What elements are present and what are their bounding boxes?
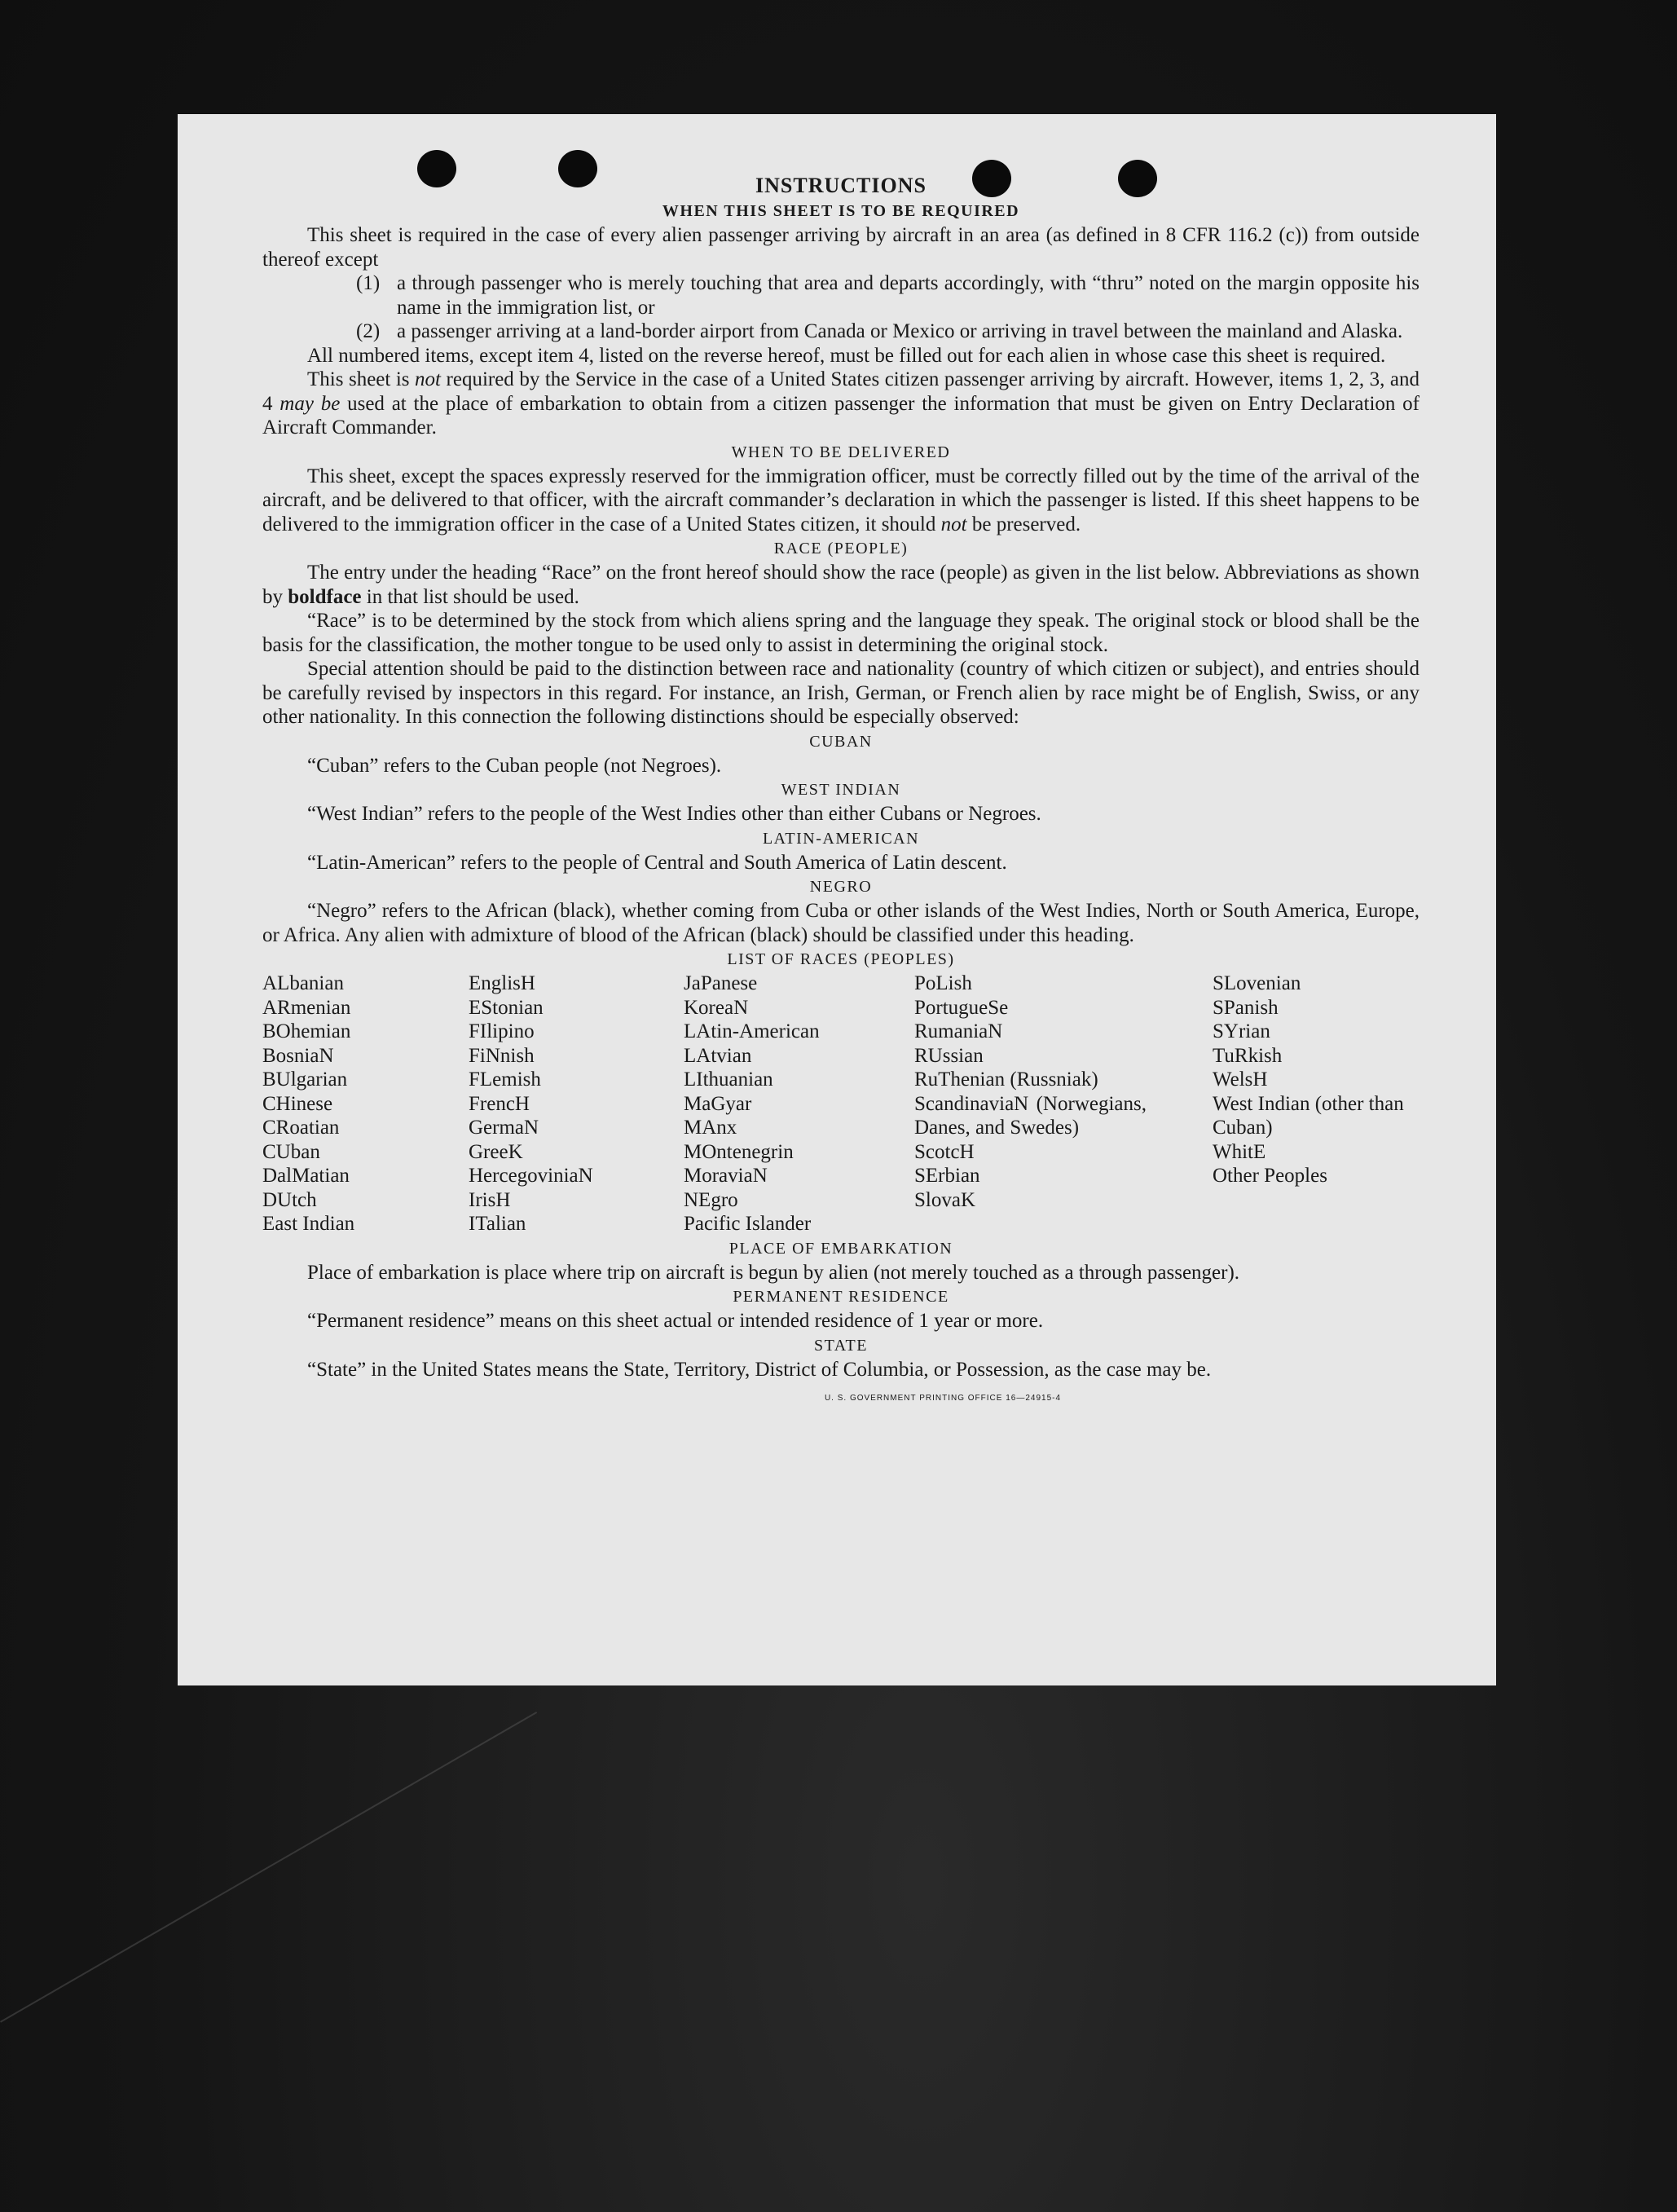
race-entry: RuThenian (Russniak)	[914, 1069, 1098, 1091]
race-entry: IrisH	[469, 1188, 511, 1211]
residence-paragraph: “Permanent residence” means on this sheet actual or intended residence of 1 year or more.	[307, 1310, 1044, 1332]
race-entry: SErbian	[914, 1165, 980, 1187]
race-entry: FLemish	[469, 1069, 541, 1091]
numbered-items-paragraph: All numbered items, except item 4, listed on the reverse hereof, must be filled out for each alien in whose case this sheet is required.	[307, 344, 1386, 367]
race-entry: SPanish	[1213, 996, 1279, 1019]
race-entry: NEgro	[684, 1188, 738, 1211]
citizen-text-1: This sheet is	[307, 368, 416, 390]
race-entry: East Indian	[262, 1213, 355, 1235]
embarkation-paragraph: Place of embarkation is place where trip on aircraft is begun by alien (not merely touched as a through passenger).	[307, 1261, 1240, 1284]
citizen-text-not: not	[415, 368, 441, 390]
race-text-1b: in that list should be used.	[361, 585, 579, 608]
heading-place-of-embarkation: PLACE OF EMBARKATION	[728, 1239, 953, 1258]
race-entry: West Indian (other than Cuban)	[1213, 1092, 1404, 1139]
exception-number: (2)	[356, 320, 381, 342]
race-entry: EnglisH	[469, 972, 535, 994]
exception-item	[356, 319, 1420, 344]
race-entry: FIlipino	[469, 1020, 535, 1042]
race-entry: MaGyar	[684, 1092, 752, 1115]
exception-item	[356, 271, 1420, 319]
race-text-1a: The entry under the heading “Race” on the front hereof should show the race (people) as given in the list below. Abbreviations as shown by	[262, 562, 1420, 608]
heading-when-required: WHEN THIS SHEET IS TO BE REQUIRED	[662, 202, 1020, 220]
race-entry: LAtin-American	[684, 1020, 820, 1042]
west-indian-paragraph: “West Indian” refers to the people of the West Indies other than either Cubans or Negroes.	[307, 803, 1041, 825]
race-entry: ALbanian	[262, 972, 344, 994]
race-entry: ITalian	[469, 1213, 526, 1235]
exception-number: (1)	[356, 272, 381, 294]
race-entry: FiNnish	[469, 1044, 535, 1067]
race-entry: RumaniaN	[914, 1020, 1003, 1042]
race-paragraph-2: “Race” is to be determined by the stock from which aliens spring and the language they speak. The original stock or blood shall be the basis for the classification, the mother tongue to be used only to assist in determining the original stock.	[262, 610, 1420, 656]
race-entry: BUlgarian	[262, 1069, 348, 1091]
exception-text: a through passenger who is merely touching that area and departs accordingly, with “thru” noted on the margin opposite his name in the immigration list, or	[397, 272, 1420, 319]
races-column	[914, 972, 1213, 1236]
race-entry: GermaN	[469, 1117, 539, 1139]
delivered-text-2: be preserved.	[966, 513, 1081, 535]
heading-west-indian: WEST INDIAN	[781, 781, 901, 799]
race-entry: PortugueSe	[914, 996, 1009, 1019]
race-entry: LAtvian	[684, 1044, 752, 1067]
heading-list-of-races: LIST OF RACES (PEOPLES)	[727, 950, 955, 968]
race-entry: GreeK	[469, 1140, 523, 1163]
race-entry: ARmenian	[262, 996, 351, 1019]
heading-latin-american: LATIN-AMERICAN	[762, 829, 920, 848]
heading-permanent-residence: PERMANENT RESIDENCE	[733, 1288, 949, 1306]
races-column	[684, 972, 914, 1236]
negro-paragraph: “Negro” refers to the African (black), whether coming from Cuba or other islands of the West Indies, North or South America, Europe, or Africa. Any alien with admixture of blood of the African (black) should be classified under this heading.	[262, 900, 1420, 946]
race-entry: MoraviaN	[684, 1165, 768, 1187]
races-column	[262, 972, 469, 1236]
race-entry: MAnx	[684, 1117, 737, 1139]
document-page	[178, 114, 1496, 1685]
race-entry: BosniaN	[262, 1044, 334, 1067]
race-entry: HercegoviniaN	[469, 1165, 593, 1187]
race-entry: PoLish	[914, 972, 972, 994]
heading-negro: NEGRO	[809, 878, 873, 896]
race-entry: SYrian	[1213, 1020, 1270, 1042]
when-required-intro: This sheet is required in the case of every alien passenger arriving by aircraft in an area (as defined in 8 CFR 116.2 (c)) from outside thereof except	[262, 224, 1420, 271]
race-entry: ScandinaviaN (Norwegians, Danes, and Swedes)	[914, 1092, 1147, 1139]
race-entry: KoreaN	[684, 996, 749, 1019]
race-entry: CRoatian	[262, 1117, 340, 1139]
document-title: INSTRUCTIONS	[755, 174, 927, 197]
heading-when-delivered: WHEN TO BE DELIVERED	[731, 443, 951, 461]
citizen-paragraph	[262, 368, 1420, 440]
document-content	[262, 173, 1420, 1411]
race-entry: TuRkish	[1213, 1044, 1283, 1067]
when-delivered-paragraph	[262, 465, 1420, 537]
races-column	[1213, 972, 1420, 1236]
race-entry: ScotcH	[914, 1140, 975, 1163]
races-list	[262, 972, 1420, 1236]
races-column	[469, 972, 684, 1236]
race-entry: CHinese	[262, 1092, 333, 1115]
citizen-text-maybe: may be	[280, 392, 341, 415]
race-paragraph-1	[262, 561, 1420, 609]
race-entry: FrencH	[469, 1092, 530, 1115]
heading-state: STATE	[814, 1336, 868, 1355]
race-entry: Other Peoples	[1213, 1165, 1327, 1187]
race-entry: SlovaK	[914, 1188, 975, 1211]
state-paragraph: “State” in the United States means the State, Territory, District of Columbia, or Possession, as the case may be.	[307, 1358, 1212, 1381]
race-entry: MOntenegrin	[684, 1140, 794, 1163]
race-entry: Pacific Islander	[684, 1213, 812, 1235]
race-entry: EStonian	[469, 996, 544, 1019]
citizen-text-2: required by the Service in the case of a United States citizen passenger arriving by aircraft. However, items 1, 2, 3, and 4	[262, 368, 1420, 415]
race-paragraph-3: Special attention should be paid to the distinction between race and nationality (country of which citizen or subject), and entries should be carefully revised by inspectors in this regard. For instance, an Irish, German, or French alien by race might be of English, Swiss, or any other nationality. In this connection the following distinctions should be especially observed:	[262, 658, 1420, 728]
latin-american-paragraph: “Latin-American” refers to the people of Central and South America of Latin descent.	[307, 851, 1007, 874]
race-entry: DalMatian	[262, 1165, 350, 1187]
delivered-text-1: This sheet, except the spaces expressly reserved for the immigration officer, must be correctly filled out by the time of the arrival of the aircraft, and be delivered to that officer, with the aircraft commander’s declaration in which the passenger is listed. If this sheet happens to be delivered to the immigration officer in the case of a United States citizen, it should	[262, 465, 1420, 535]
race-entry: SLovenian	[1213, 972, 1301, 994]
race-entry: WhitE	[1213, 1140, 1266, 1163]
exception-text: a passenger arriving at a land-border airport from Canada or Mexico or arriving in travel between the mainland and Alaska.	[397, 320, 1403, 342]
race-entry: DUtch	[262, 1188, 317, 1211]
heading-race: RACE (PEOPLE)	[773, 540, 909, 557]
race-entry: WelsH	[1213, 1069, 1268, 1091]
citizen-text-3: used at the place of embarkation to obtain from a citizen passenger the information that must be given on Entry Declaration of Aircraft Commander.	[262, 392, 1420, 438]
race-entry: RUssian	[914, 1044, 984, 1067]
race-entry: LIthuanian	[684, 1069, 773, 1091]
race-entry: CUban	[262, 1140, 320, 1163]
cuban-paragraph: “Cuban” refers to the Cuban people (not Negroes).	[307, 754, 722, 777]
heading-cuban: CUBAN	[809, 732, 873, 751]
race-entry: BOhemian	[262, 1020, 351, 1042]
printer-imprint: U. S. GOVERNMENT PRINTING OFFICE 16—24915-4	[824, 1394, 1062, 1403]
delivered-text-not: not	[940, 513, 967, 535]
race-entry: JaPanese	[684, 972, 758, 994]
race-text-bold: boldface	[288, 585, 362, 608]
